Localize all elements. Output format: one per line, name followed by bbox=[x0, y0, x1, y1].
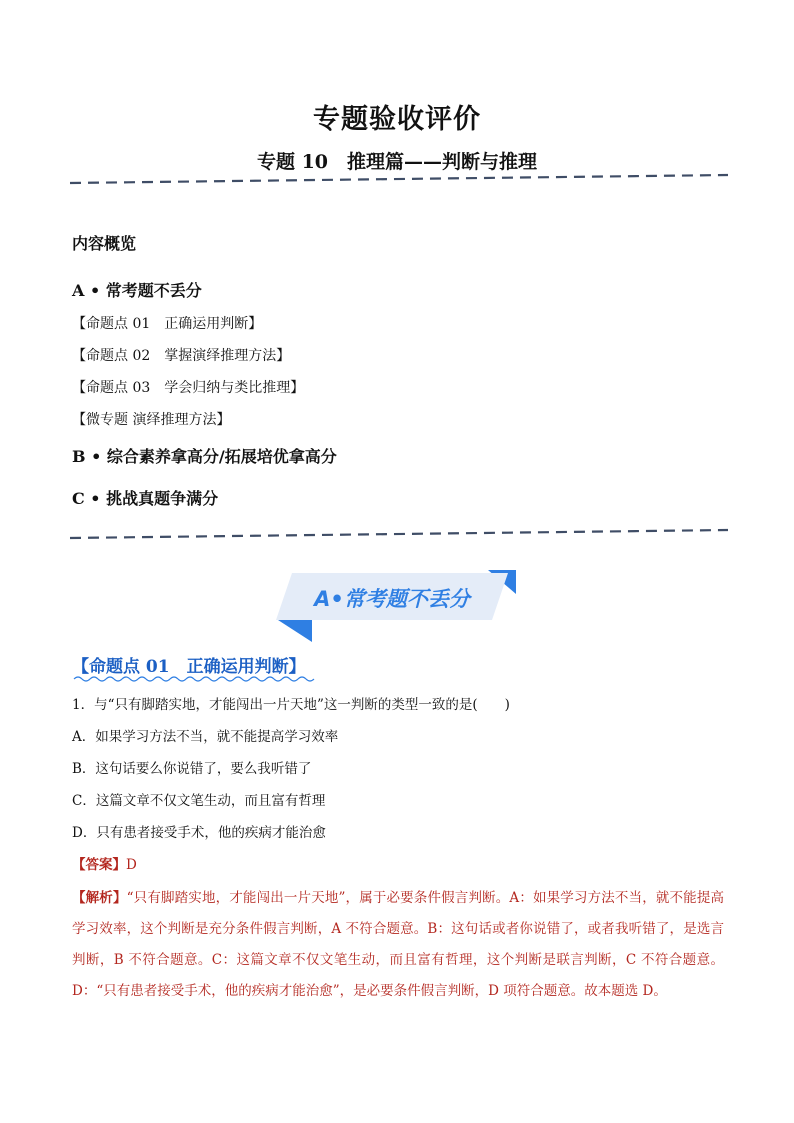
analysis bbox=[72, 883, 724, 1007]
answer-label: 【答案】 bbox=[72, 857, 126, 873]
answer-value: D bbox=[126, 857, 137, 873]
question-stem: 1．与“只有脚踏实地，才能闯出一片天地”这一判断的类型一致的是( ) bbox=[72, 697, 510, 713]
toc-item-01: 【命题点 01 正确运用判断】 bbox=[72, 316, 263, 332]
page-subtitle: 专题 10 推理篇——判断与推理 bbox=[256, 151, 538, 173]
section-b: B • 综合素养拿高分/拓展培优拿高分 bbox=[72, 447, 337, 466]
question-1 bbox=[72, 694, 732, 854]
section-a-banner bbox=[272, 570, 518, 644]
option-a: A．如果学习方法不当，就不能提高学习效率 bbox=[72, 729, 339, 745]
option-b: B．这句话要么你说错了，要么我听错了 bbox=[72, 761, 312, 777]
section-c: C • 挑战真题争满分 bbox=[72, 489, 219, 508]
overview-heading: 内容概览 bbox=[72, 234, 137, 253]
toc-item-micro: 【微专题 演绎推理方法】 bbox=[72, 412, 231, 428]
banner-label: A•常考题不丢分 bbox=[314, 587, 470, 611]
analysis-text: “只有脚踏实地，才能闯出一片天地”，属于必要条件假言判断。A：如果学习方法不当，就不能提高学习效率，这个判断是充分条件假言判断，A 不符合题意。B：这句话或者你说错了，或者我听错了，是选言判断，B 不符合题意。C：这篇文章不仅文笔生动，而且富有哲理，这个判断是联言判断，C 不符合题意。D：“只有患者接受手术，他的疾病才能治愈”，是必要条件假言判断，D 项符合题意。故本题选 D。 bbox=[72, 890, 724, 999]
option-d: D．只有患者接受手术，他的疾病才能治愈 bbox=[72, 825, 326, 841]
analysis-label: 【解析】 bbox=[72, 890, 127, 906]
answer bbox=[72, 853, 137, 873]
content-overview bbox=[72, 234, 732, 516]
toc-item-02: 【命题点 02 掌握演绎推理方法】 bbox=[72, 348, 291, 364]
top-dashed-divider bbox=[0, 172, 794, 186]
page-title: 专题验收评价 bbox=[313, 104, 481, 135]
option-c: C．这篇文章不仅文笔生动，而且富有哲理 bbox=[72, 793, 326, 809]
heading-wavy-underline bbox=[72, 675, 322, 683]
toc-item-03: 【命题点 03 学会归纳与类比推理】 bbox=[72, 380, 305, 396]
section-a: A • 常考题不丢分 bbox=[72, 281, 202, 300]
bottom-dashed-divider bbox=[0, 527, 794, 541]
proposition-point-heading: 【命题点 01 正确运用判断】 bbox=[72, 657, 306, 677]
